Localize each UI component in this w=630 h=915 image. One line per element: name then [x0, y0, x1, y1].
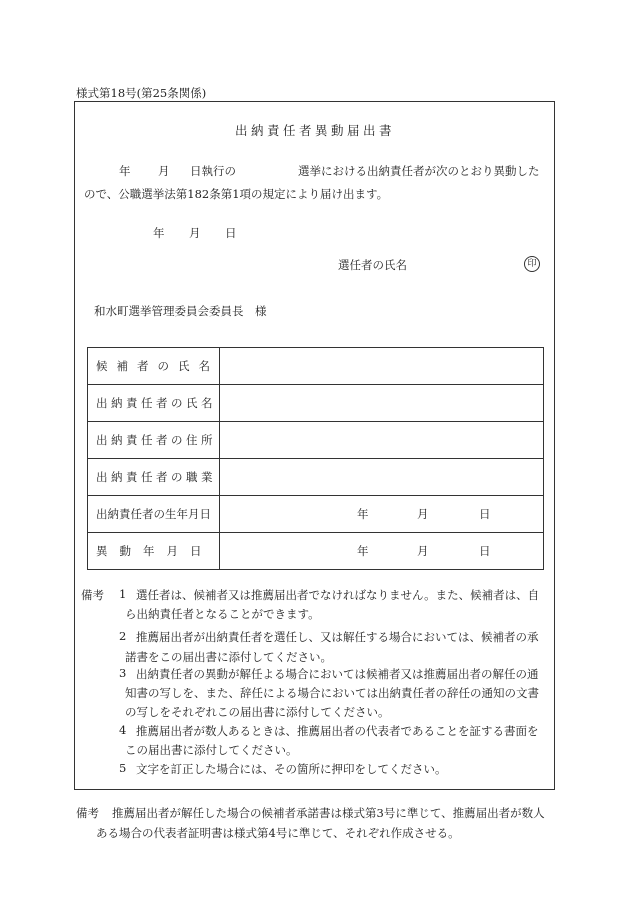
footer-text: 推薦届出者が解任した場合の候補者承諾書は様式第3号に準じて、推薦届出者が数人 — [112, 806, 545, 820]
date-day: 日 — [225, 226, 237, 240]
table-row — [88, 459, 544, 496]
notes-heading: 備考 — [81, 588, 104, 602]
document-title: 出納責任者異動届出書 — [234, 123, 395, 138]
note-number: 5 — [119, 761, 127, 775]
change-year: 年 — [357, 544, 369, 558]
table-row — [88, 422, 544, 459]
seal-mark: 印 — [524, 256, 540, 272]
note-text: 推薦届出者が出納責任者を選任し、又は解任する場合においては、候補者の承 — [136, 630, 539, 644]
field-treasurer-address[interactable] — [220, 422, 544, 459]
elector-name-label: 選任者の氏名 — [338, 258, 407, 272]
field-treasurer-birthdate[interactable] — [220, 496, 544, 533]
field-treasurer-occupation[interactable] — [220, 459, 544, 496]
change-day: 日 — [479, 544, 491, 558]
date-year: 年 — [153, 226, 165, 240]
footer-text: ある場合の代表者証明書は様式第4号に準じて、それぞれ作成させる。 — [96, 826, 460, 840]
field-treasurer-name[interactable] — [220, 385, 544, 422]
body-day-exec: 日執行の — [190, 164, 236, 178]
date-month: 月 — [189, 226, 201, 240]
note-text: 知書の写しを、また、辞任による場合においては出納責任者の辞任の通知の文書 — [125, 686, 539, 700]
note-number: 1 — [119, 587, 127, 601]
note-text: 文字を訂正した場合には、その箇所に押印をしてください。 — [136, 762, 447, 776]
birth-month: 月 — [417, 507, 429, 521]
label-treasurer-birthdate: 出納責任者の生年月日 — [88, 496, 220, 533]
label-treasurer-name: 出納責任者の氏名 — [88, 385, 220, 422]
info-table — [87, 347, 544, 570]
note-text: 出納責任者の異動が解任よる場合においては候補者又は推薦届出者の解任の通 — [136, 667, 539, 681]
note-text: 諾書をこの届出書に添付してください。 — [125, 650, 332, 664]
birth-year: 年 — [357, 507, 369, 521]
label-treasurer-address: 出納責任者の住所 — [88, 422, 220, 459]
note-number: 4 — [119, 723, 127, 737]
label-treasurer-occupation: 出納責任者の職業 — [88, 459, 220, 496]
footer-heading: 備考 — [76, 806, 99, 820]
change-month: 月 — [417, 544, 429, 558]
table-row — [88, 533, 544, 570]
note-text: 推薦届出者が数人あるときは、推薦届出者の代表者であることを証する書面を — [136, 724, 539, 738]
body-line2: ので、公職選挙法第182条第1項の規定により届け出ます。 — [84, 187, 389, 201]
body-month: 月 — [158, 164, 170, 178]
field-candidate-name[interactable] — [220, 348, 544, 385]
addressee: 和水町選挙管理委員会委員長 様 — [94, 304, 267, 318]
table-row — [88, 385, 544, 422]
field-change-date[interactable] — [220, 533, 544, 570]
body-line1-rest: 選挙における出納責任者が次のとおり異動した — [298, 164, 540, 178]
form-number: 様式第18号(第25条関係) — [76, 86, 207, 100]
note-text: 選任者は、候補者又は推薦届出者でなければなりません。また、候補者は、自 — [136, 588, 540, 602]
note-text: この届出書に添付してください。 — [125, 743, 298, 757]
label-change-date: 異動年月日 — [88, 533, 220, 570]
body-year: 年 — [119, 164, 131, 178]
table-row — [88, 348, 544, 385]
birth-day: 日 — [479, 507, 491, 521]
note-number: 2 — [119, 629, 127, 643]
table-row — [88, 496, 544, 533]
note-text: の写しをそれぞれこの届出書に添付してください。 — [125, 705, 390, 719]
note-text: ら出納責任者となることができます。 — [125, 607, 320, 621]
note-number: 3 — [119, 666, 127, 680]
label-candidate-name: 候補者の氏名 — [88, 348, 220, 385]
